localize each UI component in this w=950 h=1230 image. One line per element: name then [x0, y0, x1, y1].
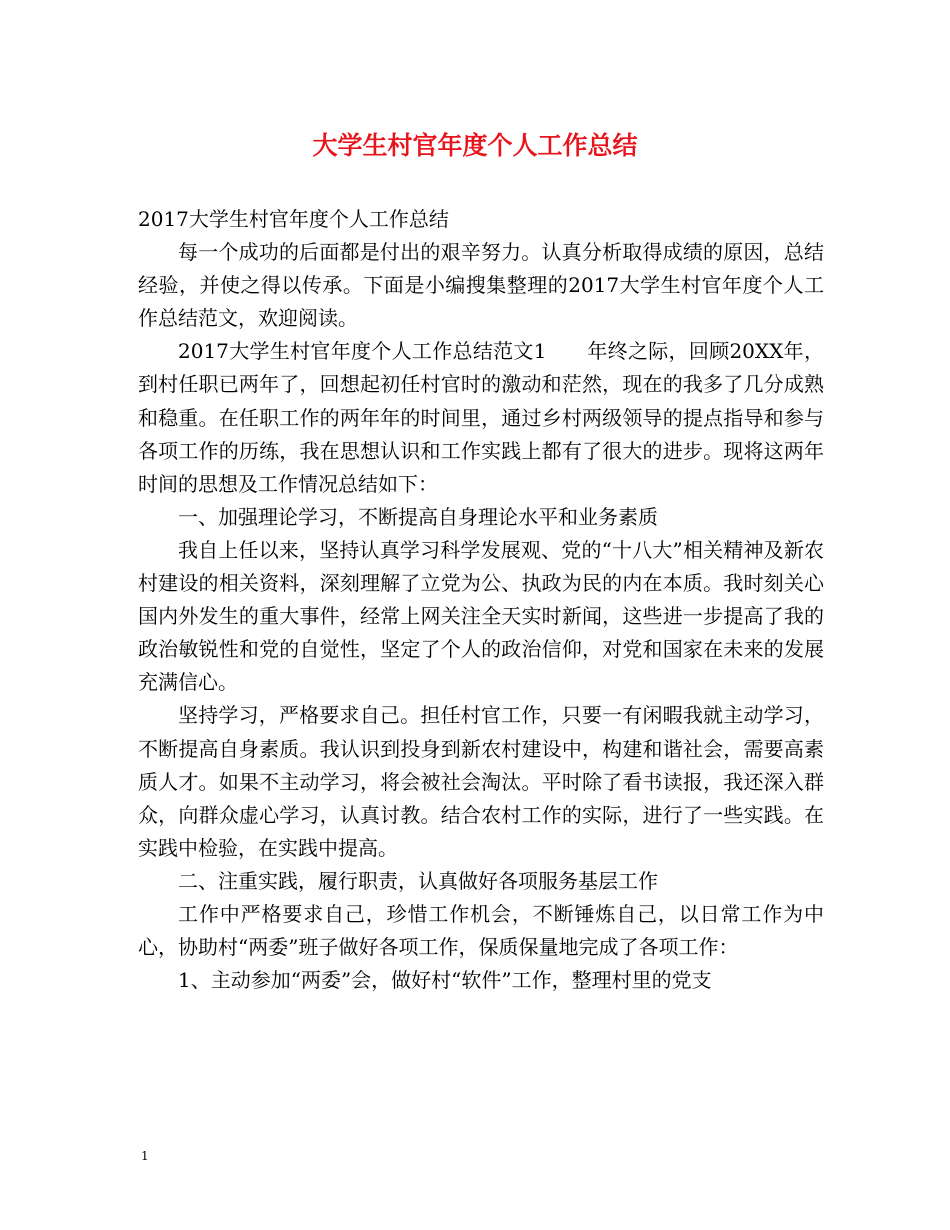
- document-subtitle: 2017大学生村官年度个人工作总结: [138, 207, 449, 231]
- document-title: 大学生村官年度个人工作总结: [312, 131, 638, 160]
- document-body: [138, 203, 824, 997]
- paragraph-theory-study: 我自上任以来，坚持认真学习科学发展观、党的“十八大”相关精神及新农村建设的相关资料，深刻理解了立党为公、执政为民的内在本质。我时刻关心国内外发生的重大事件，经常上网关注全天实时新闻，这些进一步提高了我的政治敏锐性和党的自觉性，坚定了个人的政治信仰，对党和国家在未来的发展充满信心。: [138, 537, 824, 695]
- section-heading-2: 二、注重实践，履行职责，认真做好各项服务基层工作: [178, 868, 658, 893]
- paragraph-self-study: 坚持学习，严格要求自己。担任村官工作，只要一有闲暇我就主动学习，不断提高自身素质。我认识到投身到新农村建设中，构建和谐社会，需要高素质人才。如果不主动学习，将会被社会淘汰。平时除了看书读报，我还深入群众，向群众虚心学习，认真讨教。结合农村工作的实际，进行了一些实践。在实践中检验，在实践中提高。: [138, 703, 824, 860]
- paragraph-intro: 每一个成功的后面都是付出的艰辛努力。认真分析取得成绩的原因，总结经验，并使之得以传承。下面是小编搜集整理的2017大学生村官年度个人工作总结范文，欢迎阅读。: [138, 240, 824, 331]
- section-heading-1: 一、加强理论学习，不断提高自身理论水平和业务素质: [178, 504, 658, 529]
- paragraph-item-1: 1、主动参加“两委”会，做好村“软件”工作，整理村里的党支: [178, 968, 712, 993]
- page-number: 1: [141, 1149, 149, 1163]
- paragraph-review: 2017大学生村官年度个人工作总结范文1 年终之际，回顾20XX年，到村任职已两年了，回想起初任村官时的激动和茫然，现在的我多了几分成熟和稳重。在任职工作的两年年的时间里，通过乡村两级领导的提点指导和参与各项工作的历练，我在思想认识和工作实践上都有了很大的进步。现将这两年时间的思想及工作情况总结如下：: [138, 339, 824, 496]
- paragraph-work-practice: 工作中严格要求自己，珍惜工作机会，不断锤炼自己，以日常工作为中心，协助村“两委”班子做好各项工作，保质保量地完成了各项工作：: [138, 901, 824, 960]
